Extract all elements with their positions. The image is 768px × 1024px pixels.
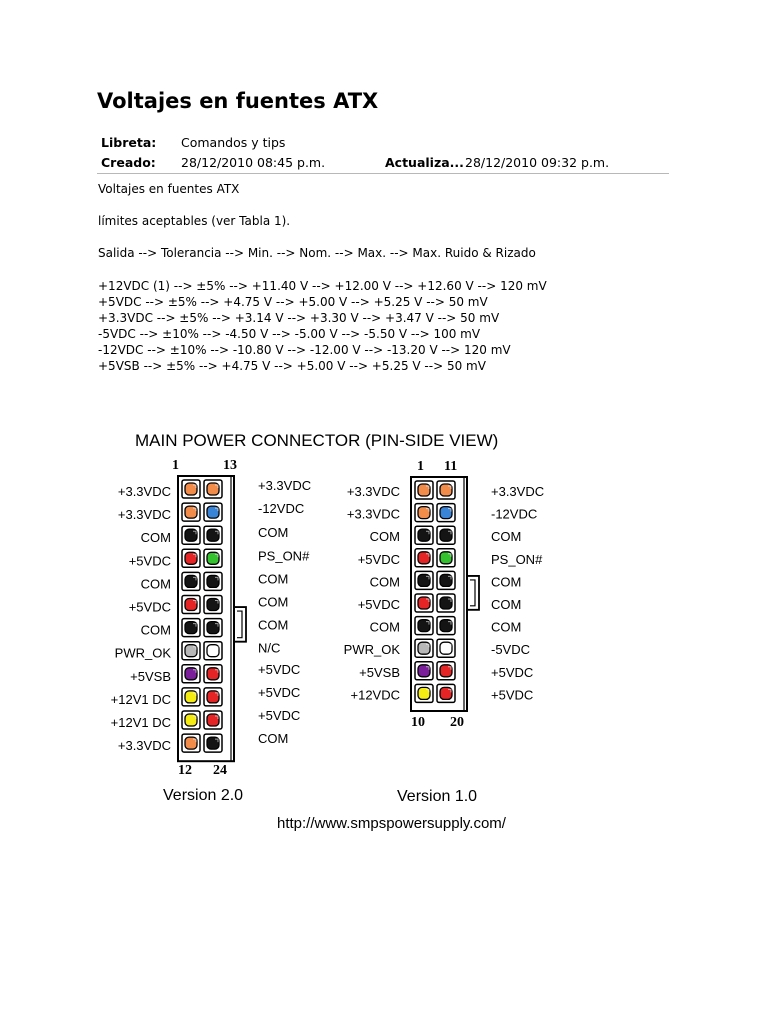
v1-pin-num-10: 10 [411, 715, 425, 730]
v2-pin-right [204, 480, 222, 498]
v1-pin-right [437, 617, 455, 635]
v1-right-label: +3.3VDC [491, 484, 545, 499]
spec-line: -12VDC --> ±10% --> -10.80 V --> -12.00 V --> -13.20 V --> 120 mV [98, 343, 511, 357]
v1-left-label: COM [369, 574, 400, 590]
v1-right-label: -5VDC [491, 642, 531, 658]
v2-left-label: +12V1 DC [110, 715, 171, 730]
v2-left-label: +5VSB [130, 668, 171, 684]
v1-pin-left [415, 481, 433, 499]
v1-pin-right [437, 481, 455, 499]
v2-pin-left [182, 596, 200, 614]
v1-pin-left [415, 526, 433, 544]
v2-right-label: +3.3VDC [258, 478, 312, 493]
v1-right-label: COM [491, 597, 522, 612]
v2-left-label: +3.3VDC [117, 507, 171, 523]
v2-left-label: COM [140, 576, 171, 592]
v2-pin-left [182, 503, 200, 521]
v2-right-label: +5VDC [258, 708, 301, 723]
v2-pin-left [182, 572, 200, 590]
v1-pin-left [415, 504, 433, 522]
v1-right-label: COM [491, 574, 522, 590]
creado-value: 28/12/2010 08:45 p.m. [181, 155, 326, 170]
creado-label: Creado: [101, 155, 156, 170]
v2-pin-num-13: 13 [223, 458, 237, 473]
v1-left-label: PWR_OK [343, 642, 400, 658]
body-line-1: Voltajes en fuentes ATX [98, 182, 240, 196]
v1-pin-right [437, 504, 455, 522]
v1-right-label: COM [491, 619, 522, 635]
spec-line: -5VDC --> ±10% --> -4.50 V --> -5.00 V --> -5.50 V --> 100 mV [98, 327, 481, 341]
v2-latch [234, 607, 246, 642]
v1-pin-left [415, 639, 433, 657]
libreta-label: Libreta: [101, 135, 157, 150]
v2-pin-left [182, 642, 200, 660]
v2-pin-right [204, 665, 222, 683]
v1-latch [467, 576, 479, 610]
v1-right-label: +5VDC [491, 687, 534, 703]
v2-right-label: +5VDC [258, 684, 301, 700]
v2-left-label: +3.3VDC [117, 484, 171, 499]
v2-pin-right [204, 711, 222, 729]
v2-pin-right [204, 596, 222, 614]
connector-v2 [111, 476, 311, 761]
v1-pin-right [437, 549, 455, 567]
v1-left-label: +5VDC [357, 597, 400, 612]
v2-left-label: +12V1 DC [110, 691, 171, 707]
v1-right-label: PS_ON# [491, 551, 543, 567]
v2-pin-right [204, 688, 222, 706]
v2-right-label: COM [258, 594, 289, 610]
v2-pin-left [182, 665, 200, 683]
body-line-2: límites aceptables (ver Tabla 1). [98, 214, 291, 228]
v2-pin-left [182, 549, 200, 567]
v1-pin-right [437, 684, 455, 702]
v2-left-label: PWR_OK [114, 645, 171, 661]
v2-right-label: COM [258, 617, 289, 633]
spec-line: +3.3VDC --> ±5% --> +3.14 V --> +3.30 V --> +3.47 V --> 50 mV [98, 311, 500, 325]
v2-left-label: +5VDC [128, 599, 171, 615]
v2-right-label: COM [258, 731, 289, 747]
v2-right-label: +5VDC [258, 661, 301, 677]
v2-pin-right [204, 526, 222, 544]
v1-pin-right [437, 662, 455, 680]
v2-pin-right [204, 642, 222, 660]
source-url: http://www.smpspowersupply.com/ [277, 815, 506, 832]
actualiza-value: 28/12/2010 09:32 p.m. [465, 155, 610, 170]
v1-pin-num-11: 11 [444, 459, 458, 474]
v1-left-label: +5VDC [357, 551, 400, 567]
v1-right-label: COM [491, 529, 522, 545]
v2-right-label: N/C [258, 640, 281, 656]
v1-pin-left [415, 594, 433, 612]
v1-pin-right [437, 526, 455, 544]
diagram-title: MAIN POWER CONNECTOR (PIN-SIDE VIEW) [135, 431, 499, 450]
spec-line: +5VDC --> ±5% --> +4.75 V --> +5.00 V --> +5.25 V --> 50 mV [98, 295, 488, 309]
v2-pin-left [182, 526, 200, 544]
v2-pin-right [204, 572, 222, 590]
v1-right-label: +5VDC [491, 664, 534, 680]
connector-v1 [344, 477, 544, 711]
v1-left-label: +12VDC [350, 687, 400, 703]
v1-left-label: COM [369, 619, 400, 635]
v2-caption: Version 2.0 [163, 787, 244, 804]
spec-line: +5VSB --> ±5% --> +4.75 V --> +5.00 V --> +5.25 V --> 50 mV [98, 359, 486, 373]
v2-pin-left [182, 688, 200, 706]
v2-pin-right [204, 503, 222, 521]
libreta-value: Comandos y tips [181, 135, 286, 150]
v2-right-label: -12VDC [258, 501, 305, 517]
v2-left-label: COM [140, 530, 171, 546]
v2-pin-right [204, 734, 222, 752]
v1-pin-left [415, 684, 433, 702]
v2-right-label: COM [258, 571, 289, 587]
v1-right-label: -12VDC [491, 506, 538, 522]
v2-pin-num-24: 24 [213, 763, 227, 778]
v1-pin-right [437, 639, 455, 657]
v2-pin-right [204, 619, 222, 637]
v1-pin-left [415, 571, 433, 589]
v2-pin-num-1: 1 [172, 458, 179, 473]
v1-pin-right [437, 571, 455, 589]
actualiza-label: Actualiza... [385, 155, 464, 170]
v1-pin-left [415, 662, 433, 680]
v1-pin-left [415, 549, 433, 567]
v2-pin-left [182, 480, 200, 498]
v2-pin-left [182, 619, 200, 637]
v1-left-label: +5VSB [359, 664, 400, 680]
v1-pin-num-20: 20 [450, 715, 464, 730]
v2-right-label: PS_ON# [258, 548, 310, 564]
v2-pin-right [204, 549, 222, 567]
v1-left-label: +3.3VDC [346, 506, 400, 522]
v1-left-label: COM [369, 529, 400, 545]
v2-pin-num-12: 12 [178, 763, 192, 778]
note-title: Voltajes en fuentes ATX [97, 89, 379, 113]
v2-pin-left [182, 711, 200, 729]
spec-line: +12VDC (1) --> ±5% --> +11.40 V --> +12.00 V --> +12.60 V --> 120 mV [98, 279, 547, 293]
v2-right-label: COM [258, 525, 289, 541]
v2-left-label: +3.3VDC [117, 738, 171, 754]
v1-left-label: +3.3VDC [346, 484, 400, 499]
v1-pin-left [415, 617, 433, 635]
body-line-3: Salida --> Tolerancia --> Min. --> Nom. --> Max. --> Max. Ruido & Rizado [98, 246, 536, 260]
v2-left-label: COM [140, 622, 171, 638]
v1-pin-num-1: 1 [417, 459, 424, 474]
v1-caption: Version 1.0 [397, 788, 478, 805]
v2-pin-left [182, 734, 200, 752]
v2-left-label: +5VDC [128, 553, 171, 569]
v1-pin-right [437, 594, 455, 612]
